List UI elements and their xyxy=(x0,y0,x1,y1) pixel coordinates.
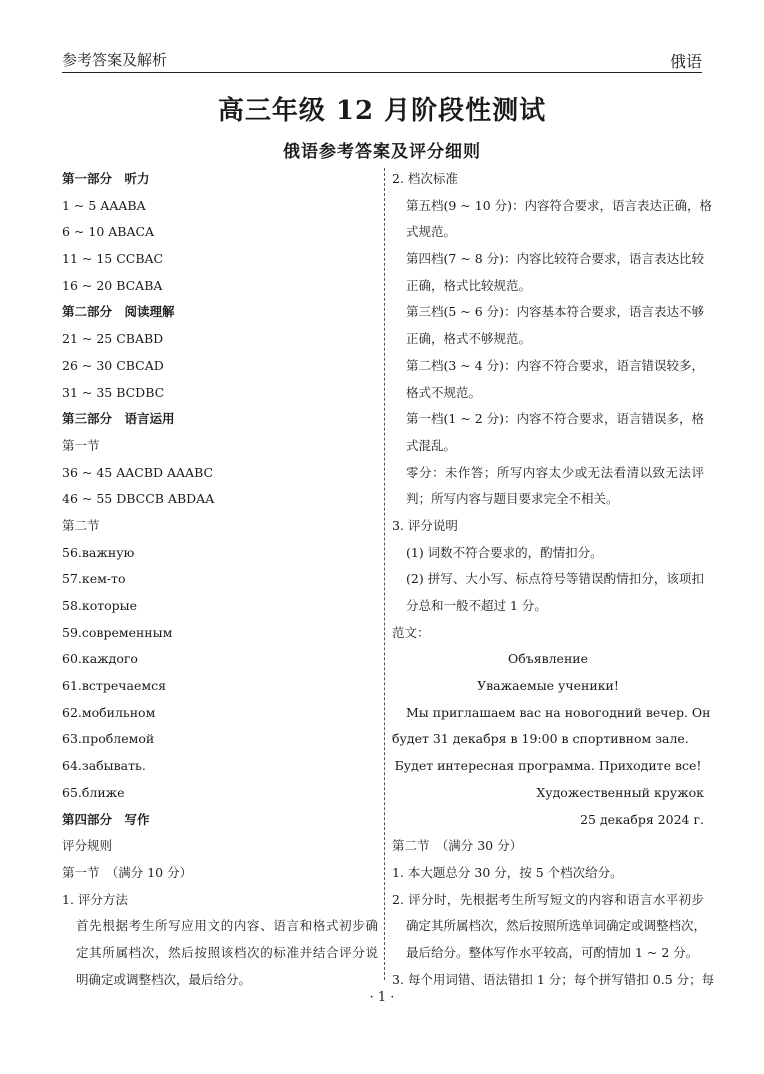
section-heading: 第四部分 写作 xyxy=(62,811,150,827)
section-heading: 第三部分 语言运用 xyxy=(62,411,175,427)
column-divider xyxy=(384,168,385,980)
scoring-rule-line: 最后给分。整体写作水平较高，可酌情加 1 ~ 2 分。 xyxy=(406,944,699,960)
left-column xyxy=(62,166,378,993)
grade-criteria-line: 第二档(3 ~ 4 分)：内容不符合要求，语言错误较多， xyxy=(406,357,705,373)
grade-criteria-line: 式规范。 xyxy=(406,224,457,240)
grade-criteria-line: 第五档(9 ~ 10 分)：内容符合要求，语言表达正确，格 xyxy=(406,197,713,213)
answer-line: 36 ~ 45 AACBD AAABC xyxy=(62,464,214,480)
grade-criteria-line: 第一档(1 ~ 2 分)：内容不符合要求，语言错误多，格 xyxy=(406,411,705,427)
page-header xyxy=(62,46,702,73)
right-column xyxy=(392,166,715,993)
sample-essay-signature: Художественный кружок xyxy=(536,784,704,800)
answer-line: 64.забывать. xyxy=(62,758,146,774)
answer-line: 26 ~ 30 CBCAD xyxy=(62,357,164,373)
grade-criteria-line: 格式不规范。 xyxy=(406,384,482,400)
answer-line: 1 ~ 5 AAABA xyxy=(62,197,146,213)
page-number: · 1 · xyxy=(369,990,395,1005)
scoring-note-line: 分总和一般不超过 1 分。 xyxy=(406,598,547,613)
item-heading: 3. 评分说明 xyxy=(392,517,458,533)
sample-essay-label: 范文： xyxy=(392,624,430,640)
header-subject: 俄语 xyxy=(669,52,702,71)
sample-essay-date: 25 декабря 2024 г. xyxy=(580,811,704,827)
grade-criteria-line: 第三档(5 ~ 6 分)：内容基本符合要求，语言表达不够 xyxy=(406,304,705,320)
answer-line: 21 ~ 25 CBABD xyxy=(62,331,164,347)
answer-line: 16 ~ 20 BCABA xyxy=(62,277,163,293)
subsection-heading: 评分规则 xyxy=(62,838,113,854)
answer-line: 46 ~ 55 DBCCB ABDAA xyxy=(62,491,215,507)
scoring-rule-line: 2. 评分时，先根据考生所写短文的内容和语言水平初步 xyxy=(392,891,704,907)
scoring-rule-line: 确定其所属档次，然后按照所选单词确定或调整档次， xyxy=(406,918,707,934)
subsection-heading: 第一节 xyxy=(62,437,100,453)
answer-line: 60.каждого xyxy=(62,651,138,667)
sample-essay-title: Объявление xyxy=(507,651,589,667)
scoring-rule-line: 1. 本大题总分 30 分，按 5 个档次给分。 xyxy=(392,864,623,880)
paragraph-line: 首先根据考生所写应用文的内容、语言和格式初步确 xyxy=(76,918,378,934)
answer-line: 63.проблемой xyxy=(62,731,155,747)
grade-criteria-line: 式混乱。 xyxy=(406,437,457,453)
section-heading: 第一部分 听力 xyxy=(62,171,150,186)
subsection-heading: 第一节 （满分 10 分） xyxy=(62,864,193,880)
sample-essay-greeting: Уважаемые ученики! xyxy=(477,678,619,694)
sample-essay-line: Будет интересная программа. Приходите все! xyxy=(394,758,702,774)
scoring-note-line: (2) 拼写、大小写、标点符号等错误酌情扣分，该项扣 xyxy=(406,571,704,587)
subsection-heading: 第二节 xyxy=(62,517,100,533)
answer-line: 6 ~ 10 ABACA xyxy=(62,224,155,240)
answer-line: 11 ~ 15 CCBAC xyxy=(62,251,164,267)
answer-line: 61.встречаемся xyxy=(62,678,166,694)
page-title: 高三年级 12 月阶段性测试 xyxy=(217,96,547,126)
paragraph-line: 明确定或调整档次，最后给分。 xyxy=(76,971,252,987)
answer-line: 58.которые xyxy=(62,598,138,613)
grade-criteria-line: 零分：未作答；所写内容太少或无法看清以致无法评 xyxy=(406,464,704,480)
subsection-heading: 第二节 （满分 30 分） xyxy=(392,838,523,854)
grade-criteria-line: 第四档(7 ~ 8 分)：内容比较符合要求，语言表达比较 xyxy=(406,251,705,267)
answer-line: 65.ближе xyxy=(62,784,125,800)
answer-line: 59.современным xyxy=(62,624,173,640)
scoring-rule-line: 3. 每个用词错、语法错扣 1 分；每个拼写错扣 0.5 分；每 xyxy=(392,971,715,987)
answer-line: 57.кем-то xyxy=(62,571,126,587)
scoring-note-line: (1) 词数不符合要求的，酌情扣分。 xyxy=(406,544,603,560)
answer-line: 31 ~ 35 BCDBC xyxy=(62,384,165,400)
grade-criteria-line: 正确，格式比较规范。 xyxy=(406,277,532,293)
page-subtitle: 俄语参考答案及评分细则 xyxy=(283,142,481,162)
answer-line: 62.мобильном xyxy=(62,704,156,720)
item-heading: 2. 档次标准 xyxy=(392,171,458,186)
grade-criteria-line: 判；所写内容与题目要求完全不相关。 xyxy=(406,491,619,507)
paragraph-line: 定其所属档次，然后按照该档次的标准并结合评分说 xyxy=(76,944,378,960)
item-heading: 1. 评分方法 xyxy=(62,891,128,907)
grade-criteria-line: 正确，格式不够规范。 xyxy=(406,331,532,347)
sample-essay-line: будет 31 декабря в 19:00 в спортивном зале. xyxy=(392,731,689,747)
header-section-title: 参考答案及解析 xyxy=(62,51,168,69)
section-heading: 第二部分 阅读理解 xyxy=(62,304,175,320)
answer-line: 56.важную xyxy=(62,544,135,560)
sample-essay-line: Мы приглашаем вас на новогодний вечер. Он xyxy=(406,704,711,720)
